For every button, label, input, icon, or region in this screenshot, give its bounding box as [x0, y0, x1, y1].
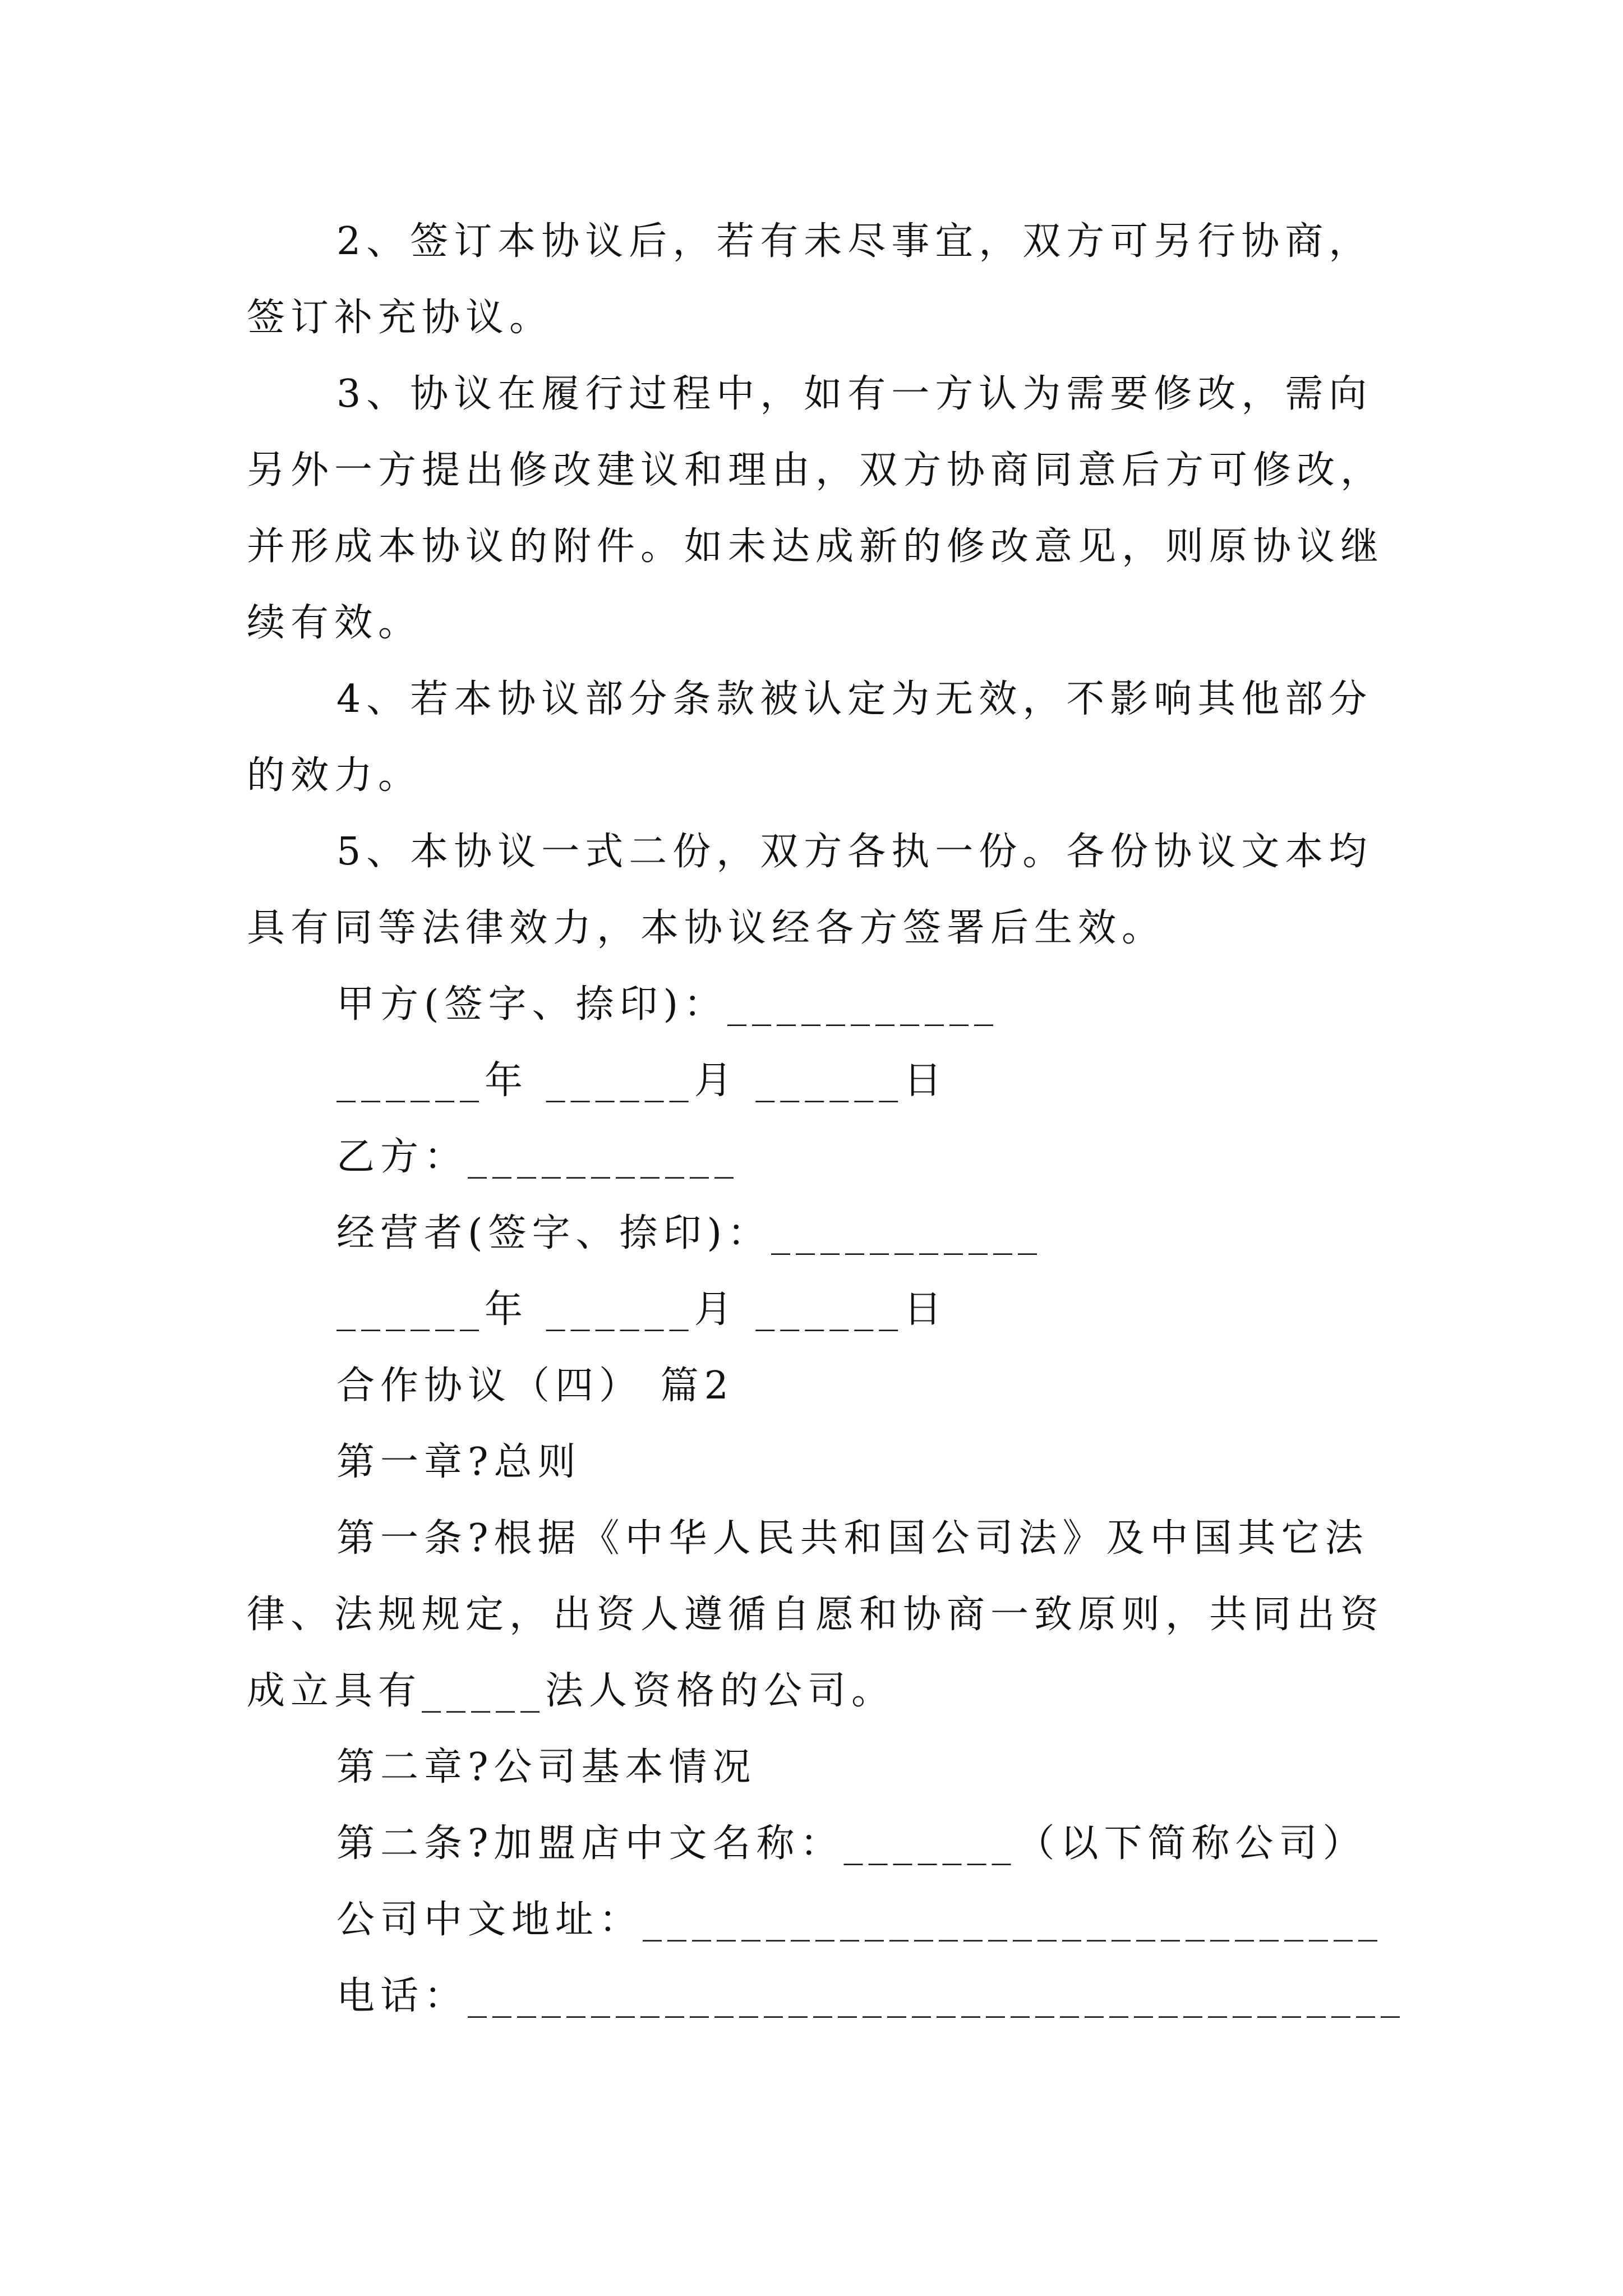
paragraph-line: 律、法规规定，出资人遵循自愿和协商一致原则，共同出资: [247, 1593, 1385, 1637]
date-line: ______年 ______月 ______日: [336, 1059, 948, 1103]
paragraph-line: 成立具有_____法人资格的公司。: [247, 1669, 896, 1713]
section-heading: 合作协议（四） 篇2: [336, 1364, 734, 1408]
paragraph-line: 2、签订本协议后，若有未尽事宜，双方可另行协商，: [336, 219, 1373, 264]
chapter-heading: 第二章?公司基本情况: [336, 1745, 757, 1789]
date-line: ______年 ______月 ______日: [336, 1287, 948, 1332]
signature-line-party-a: 甲方(签字、捺印)：___________: [336, 982, 999, 1027]
signature-line-operator: 经营者(签字、捺印)：___________: [336, 1211, 1043, 1255]
chapter-heading: 第一章?总则: [336, 1440, 582, 1484]
paragraph-line: 签订补充协议。: [247, 296, 554, 340]
paragraph-line: 续有效。: [247, 601, 422, 645]
paragraph-line: 的效力。: [247, 753, 422, 798]
signature-line-party-b: 乙方：___________: [336, 1135, 740, 1179]
paragraph-line: 具有同等法律效力，本协议经各方签署后生效。: [247, 906, 1166, 950]
form-field-line: 第二条?加盟店中文名称：_______（以下简称公司）: [336, 1821, 1367, 1866]
paragraph-line: 5、本协议一式二份，双方各执一份。各份协议文本均: [336, 830, 1373, 874]
paragraph-line: 第一条?根据《中华人民共和国公司法》及中国其它法: [336, 1516, 1369, 1561]
paragraph-line: 3、协议在履行过程中，如有一方认为需要修改，需向: [336, 372, 1373, 416]
form-field-line: 电话：______________________________________: [336, 1974, 1406, 2018]
paragraph-line: 4、若本协议部分条款被认定为无效，不影响其他部分: [336, 677, 1373, 721]
form-field-line: 公司中文地址：______________________________: [336, 1898, 1384, 1942]
paragraph-line: 另外一方提出修改建议和理由，双方协商同意后方可修改，: [247, 448, 1385, 493]
paragraph-line: 并形成本协议的附件。如未达成新的修改意见，则原协议继: [247, 524, 1385, 569]
